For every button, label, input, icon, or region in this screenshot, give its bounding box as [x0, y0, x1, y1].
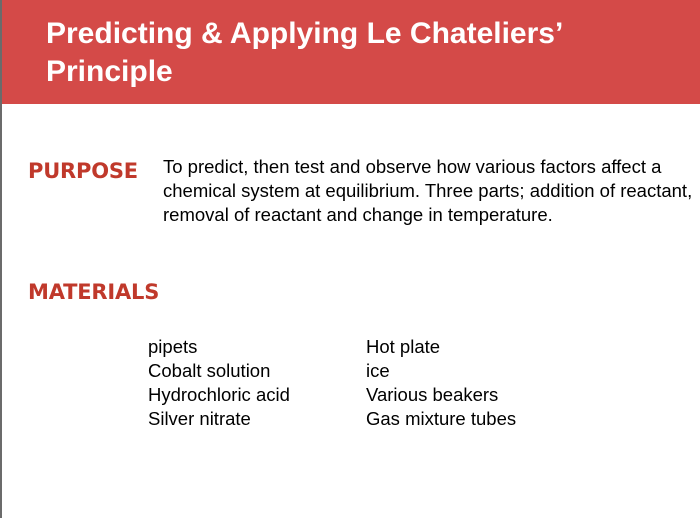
purpose-text: To predict, then test and observe how various factors affect a chemical system at equilibrium. Three parts; addition of reactant, removal of reactant and change in temperature.	[163, 156, 693, 225]
slide-title: Predicting & Applying Le Chateliers’ Principle	[46, 17, 562, 88]
list-item: Hydrochloric acid	[148, 384, 290, 405]
list-item: Hot plate	[366, 336, 441, 357]
title-banner	[2, 0, 700, 104]
list-item: Cobalt solution	[148, 360, 271, 381]
list-item: Silver nitrate	[148, 408, 251, 429]
list-item: Gas mixture tubes	[366, 408, 517, 429]
materials-heading: MATERIALS	[28, 280, 160, 304]
purpose-heading: PURPOSE	[28, 159, 138, 183]
list-item: ice	[366, 360, 390, 381]
materials-list-left	[148, 335, 290, 431]
list-item: Various beakers	[366, 384, 499, 405]
materials-list-right	[366, 335, 516, 431]
list-item: pipets	[148, 336, 198, 357]
